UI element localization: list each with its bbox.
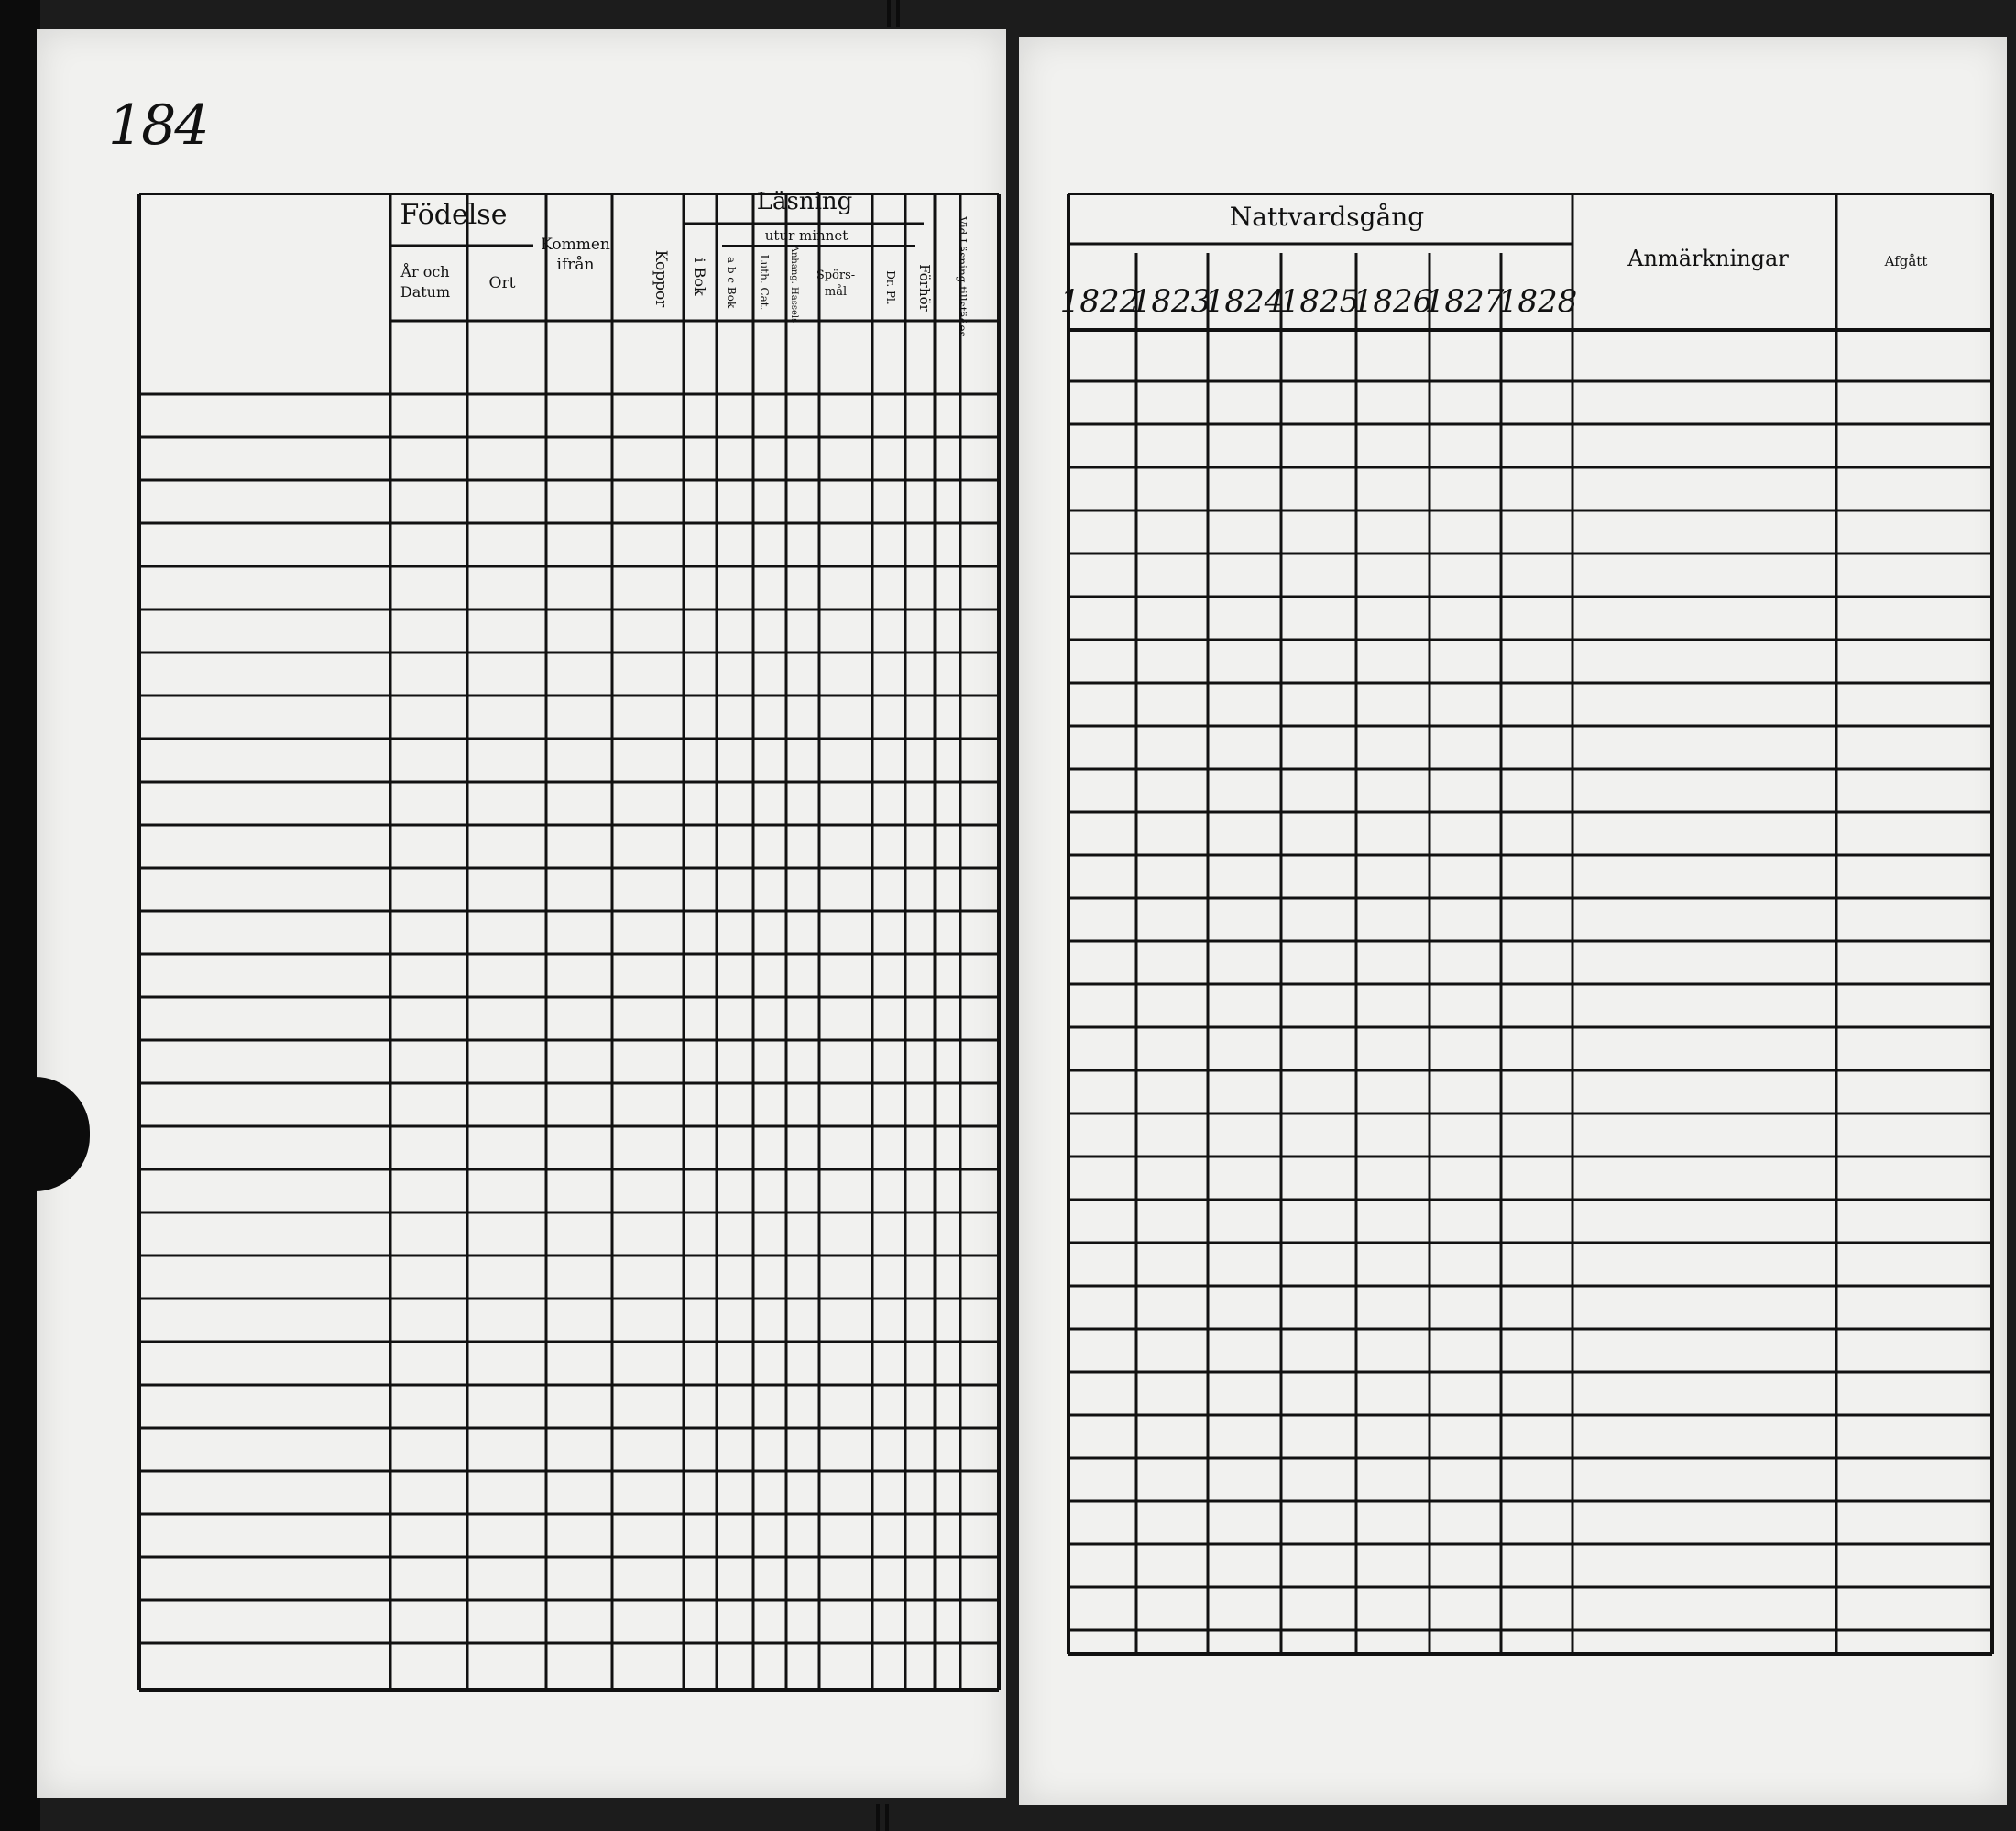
abc-bok-header: a b c Bok: [725, 256, 738, 309]
year-1824: 1824: [1204, 283, 1285, 320]
binding-mark: [885, 1804, 889, 1831]
mal-header: mål: [824, 285, 848, 299]
dr-pl-header: Dr. Pl.: [884, 270, 897, 305]
datum-header: Datum: [400, 283, 451, 301]
kommen-header: Kommen: [541, 236, 610, 254]
binding-mark: [896, 0, 900, 27]
anhang-header: Anhang. Hassels: [789, 245, 799, 323]
year-1828: 1828: [1497, 283, 1578, 320]
forhor-header: Förhör: [916, 264, 933, 312]
year-1826: 1826: [1353, 283, 1433, 320]
afgatt-header: Afgått: [1884, 253, 1928, 269]
left-register-table: [37, 29, 1006, 1798]
binding-mark: [887, 0, 891, 27]
nattvardsgang-header: Nattvardsgång: [1229, 202, 1425, 232]
fodelse-header: Födelse: [400, 199, 508, 231]
luth-cat-header: Luth. Cat.: [758, 254, 771, 311]
binding-mark: [876, 1804, 880, 1831]
right-page: [1019, 37, 2007, 1805]
lasning-header: Läsning: [756, 188, 853, 215]
year-1823: 1823: [1131, 283, 1211, 320]
year-1825: 1825: [1279, 283, 1360, 320]
sporsmal-header: Spörs-: [816, 269, 856, 282]
year-1827: 1827: [1424, 283, 1505, 320]
ar-och-header: År och: [400, 263, 450, 280]
utur-minnet-header: utur minnet: [764, 227, 849, 244]
anmarkningar-header: Anmärkningar: [1627, 246, 1789, 271]
ort-header: Ort: [488, 274, 516, 292]
vid-lasning-header: Vid Läsning tillstädes: [956, 216, 969, 337]
koppor-header: Koppor: [652, 249, 670, 308]
left-page: [37, 29, 1006, 1798]
page-number: 184: [108, 93, 208, 158]
right-register-table: [1019, 37, 2007, 1805]
i-bok-header: i Bok: [691, 258, 708, 296]
ifran-header: ifrån: [556, 256, 595, 274]
book-spine-shadow: [0, 0, 40, 1831]
year-1822: 1822: [1059, 283, 1140, 320]
